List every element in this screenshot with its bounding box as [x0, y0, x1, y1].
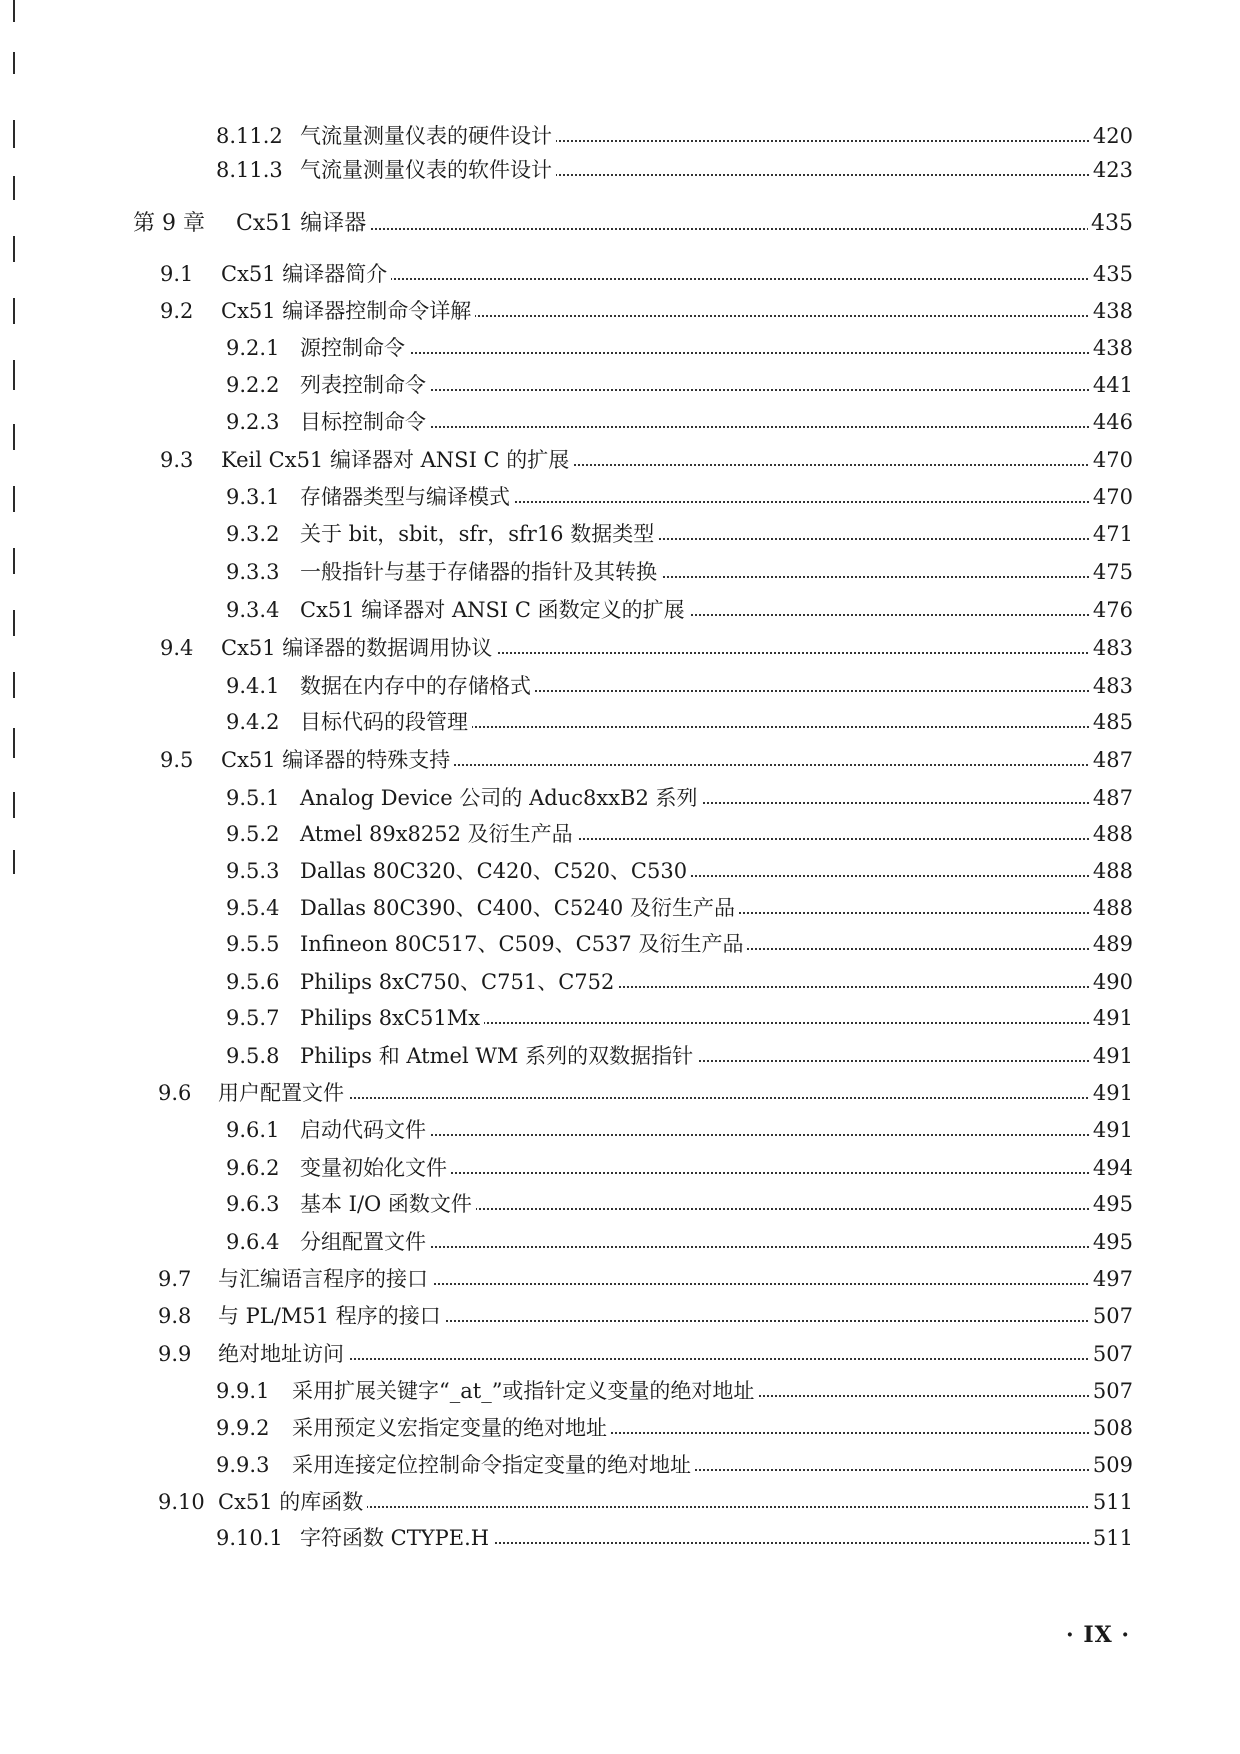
toc-entry-number: 9.8	[158, 1304, 192, 1328]
toc-entry-title: Cx51 编译器的数据调用协议	[221, 630, 496, 666]
toc-entry	[0, 1150, 1240, 1186]
toc-entry-number: 9.5.7	[226, 1006, 280, 1030]
toc-entry-page-number: 491	[1090, 1112, 1133, 1148]
toc-entry-page-number: 435	[1090, 256, 1133, 292]
toc-entry-title: Cx51 编译器控制命令详解	[221, 293, 475, 329]
toc-entry-number: 9.2	[160, 299, 194, 323]
toc-entry-page-number: 476	[1090, 592, 1133, 628]
toc-entry-number: 9.5.6	[226, 970, 280, 994]
toc-entry-number: 9.6.3	[226, 1192, 280, 1216]
toc-entry	[0, 330, 1240, 366]
binding-mark	[13, 52, 15, 74]
toc-entry-page-number: 475	[1090, 554, 1133, 590]
toc-entry	[0, 554, 1240, 590]
toc-entry	[0, 704, 1240, 740]
toc-entry-page-number: 494	[1090, 1150, 1133, 1186]
toc-entry-number: 9.5.5	[226, 932, 280, 956]
toc-entry	[0, 630, 1240, 666]
toc-entry-title: 气流量测量仪表的软件设计	[300, 152, 556, 188]
toc-entry	[0, 1186, 1240, 1222]
toc-entry-page-number: 488	[1090, 853, 1133, 889]
toc-entry	[0, 1410, 1240, 1446]
toc-entry	[0, 1373, 1240, 1409]
toc-entry-title: 绝对地址访问	[218, 1336, 348, 1372]
toc-entry	[0, 516, 1240, 552]
toc-entry-page-number: 483	[1090, 630, 1133, 666]
toc-entry-number: 8.11.3	[216, 158, 283, 182]
toc-entry-page-number: 488	[1090, 890, 1133, 926]
toc-entry-number: 9.5.1	[226, 786, 280, 810]
toc-entry-title: Philips 8xC750、C751、C752	[300, 964, 618, 1000]
toc-entry-page-number: 511	[1090, 1484, 1133, 1520]
toc-entry-title: 分组配置文件	[300, 1224, 430, 1260]
toc-entry-number: 9.2.2	[226, 373, 280, 397]
toc-entry	[0, 926, 1240, 962]
toc-entry	[0, 1261, 1240, 1297]
toc-entry-number: 9.4.1	[226, 674, 280, 698]
toc-entry	[0, 1112, 1240, 1148]
toc-entry-title: 一般指针与基于存储器的指针及其转换	[300, 554, 661, 590]
toc-entry	[0, 1075, 1240, 1111]
toc-entry-title: Analog Device 公司的 Aduc8xxB2 系列	[300, 780, 701, 816]
toc-entry-page-number: 470	[1090, 479, 1133, 515]
toc-entry-number: 9.6.4	[226, 1230, 280, 1254]
toc-entry	[0, 742, 1240, 778]
toc-entry-title: 目标控制命令	[300, 404, 430, 440]
toc-entry-page-number: 491	[1090, 1075, 1133, 1111]
toc-entry-page-number: 441	[1090, 367, 1133, 403]
toc-entry-number: 9.3	[160, 448, 194, 472]
toc-entry	[0, 118, 1240, 154]
toc-entry-page-number: 495	[1090, 1224, 1133, 1260]
toc-entry-number: 9.5.3	[226, 859, 280, 883]
toc-entry-number: 第 9 章	[133, 211, 205, 236]
toc-entry-page-number: 489	[1090, 926, 1133, 962]
toc-entry	[0, 1298, 1240, 1334]
toc-entry-number: 9.6.1	[226, 1118, 280, 1142]
toc-entry-title: 列表控制命令	[300, 367, 430, 403]
toc-entry	[0, 1038, 1240, 1074]
toc-entry-title: Cx51 的库函数	[218, 1484, 367, 1520]
toc-entry	[0, 442, 1240, 478]
toc-entry	[0, 1447, 1240, 1483]
toc-entry-number: 9.5.4	[226, 896, 280, 920]
toc-entry-page-number: 491	[1090, 1000, 1133, 1036]
toc-entry-number: 9.5.2	[226, 822, 280, 846]
toc-entry	[0, 668, 1240, 704]
toc-entry-number: 9.10.1	[216, 1526, 283, 1550]
toc-entry	[0, 404, 1240, 440]
toc-entry	[0, 1336, 1240, 1372]
toc-entry	[0, 367, 1240, 403]
toc-entry-page-number: 470	[1090, 442, 1133, 478]
toc-entry-title: Cx51 编译器的特殊支持	[221, 742, 454, 778]
toc-entry-number: 9.6.2	[226, 1156, 280, 1180]
toc-entry-title: 采用连接定位控制命令指定变量的绝对地址	[292, 1447, 695, 1483]
toc-entry	[0, 1484, 1240, 1520]
toc-entry-page-number: 423	[1090, 152, 1133, 188]
toc-entry	[0, 293, 1240, 329]
toc-entry-title: Cx51 编译器对 ANSI C 函数定义的扩展	[300, 592, 689, 628]
toc-entry-number: 9.6	[158, 1081, 192, 1105]
toc-chapter-entry	[0, 206, 1240, 242]
toc-entry-title: 与汇编语言程序的接口	[218, 1261, 432, 1297]
toc-entry-page-number: 488	[1090, 816, 1133, 852]
toc-entry-number: 9.7	[158, 1267, 192, 1291]
toc-entry-title: 采用扩展关键字“_at_”或指针定义变量的绝对地址	[292, 1373, 758, 1409]
toc-entry-page-number: 471	[1090, 516, 1133, 552]
toc-entry-title: 采用预定义宏指定变量的绝对地址	[292, 1410, 611, 1446]
toc-entry-page-number: 508	[1090, 1410, 1133, 1446]
toc-entry-page-number: 509	[1090, 1447, 1133, 1483]
toc-entry-page-number: 507	[1090, 1298, 1133, 1334]
toc-entry-number: 9.4	[160, 636, 194, 660]
toc-entry-page-number: 435	[1088, 206, 1133, 242]
toc-entry-page-number: 446	[1090, 404, 1133, 440]
toc-entry	[0, 964, 1240, 1000]
toc-dot-leader	[218, 1097, 1128, 1099]
toc-entry-number: 9.9.1	[216, 1379, 270, 1403]
toc-entry-page-number: 483	[1090, 668, 1133, 704]
toc-entry-page-number: 497	[1090, 1261, 1133, 1297]
toc-entry-page-number: 438	[1090, 293, 1133, 329]
toc-entry	[0, 853, 1240, 889]
toc-entry-page-number: 420	[1090, 118, 1133, 154]
toc-entry-number: 9.3.2	[226, 522, 280, 546]
toc-entry-title: 变量初始化文件	[300, 1150, 451, 1186]
toc-entry-title: 字符函数 CTYPE.H	[300, 1520, 493, 1556]
toc-entry-page-number: 490	[1090, 964, 1133, 1000]
toc-entry	[0, 780, 1240, 816]
toc-entry-title: Philips 和 Atmel WM 系列的双数据指针	[300, 1038, 697, 1074]
toc-entry-title: 基本 I/O 函数文件	[300, 1186, 476, 1222]
toc-entry-title: Dallas 80C320、C420、C520、C530	[300, 853, 691, 889]
toc-entry-title: 目标代码的段管理	[300, 704, 472, 740]
toc-entry	[0, 479, 1240, 515]
toc-entry-page-number: 487	[1090, 780, 1133, 816]
toc-entry	[0, 592, 1240, 628]
toc-entry-number: 9.9	[158, 1342, 192, 1366]
toc-entry-title: Dallas 80C390、C400、C5240 及衍生产品	[300, 890, 739, 926]
toc-entry-number: 9.3.3	[226, 560, 280, 584]
toc-entry-number: 8.11.2	[216, 124, 283, 148]
toc-entry-title: Atmel 89x8252 及衍生产品	[300, 816, 577, 852]
toc-entry-number: 9.3.4	[226, 598, 280, 622]
toc-entry-page-number: 485	[1090, 704, 1133, 740]
toc-entry-title: 关于 bit，sbit，sfr，sfr16 数据类型	[300, 516, 658, 552]
toc-entry	[0, 1520, 1240, 1556]
toc-dot-leader	[218, 1358, 1128, 1360]
toc-entry	[0, 1224, 1240, 1260]
toc-entry-page-number: 491	[1090, 1038, 1133, 1074]
toc-entry-title: 用户配置文件	[218, 1075, 348, 1111]
toc-entry-title: 数据在内存中的存储格式	[300, 668, 535, 704]
toc-entry-title: 与 PL/M51 程序的接口	[218, 1298, 445, 1334]
toc-entry-page-number: 495	[1090, 1186, 1133, 1222]
toc-entry	[0, 890, 1240, 926]
toc-entry-title: Philips 8xC51Mx	[300, 1000, 484, 1036]
toc-entry-page-number: 438	[1090, 330, 1133, 366]
page-number-footer: · IX ·	[1066, 1622, 1130, 1648]
toc-entry-page-number: 487	[1090, 742, 1133, 778]
toc-dot-leader	[300, 352, 1128, 354]
toc-entry-number: 9.9.2	[216, 1416, 270, 1440]
toc-entry-number: 9.2.3	[226, 410, 280, 434]
toc-entry	[0, 1000, 1240, 1036]
toc-entry-title: 源控制命令	[300, 330, 409, 366]
toc-entry-title: Infineon 80C517、C509、C537 及衍生产品	[300, 926, 747, 962]
binding-mark	[13, 0, 15, 22]
toc-entry	[0, 152, 1240, 188]
toc-entry-number: 9.10	[158, 1490, 205, 1514]
toc-entry-page-number: 507	[1090, 1336, 1133, 1372]
toc-entry-title: Cx51 编译器简介	[221, 256, 391, 292]
toc-entry-number: 9.4.2	[226, 710, 280, 734]
toc-entry-number: 9.3.1	[226, 485, 280, 509]
toc-entry-title: Keil Cx51 编译器对 ANSI C 的扩展	[221, 442, 573, 478]
toc-entry-number: 9.5.8	[226, 1044, 280, 1068]
toc-entry-title: 气流量测量仪表的硬件设计	[300, 118, 556, 154]
toc-entry-number: 9.5	[160, 748, 194, 772]
toc-entry-title: Cx51 编译器	[236, 206, 370, 242]
toc-entry-number: 9.1	[160, 262, 194, 286]
toc-entry-title: 存储器类型与编译模式	[300, 479, 514, 515]
toc-entry	[0, 816, 1240, 852]
toc-entry-page-number: 511	[1090, 1520, 1133, 1556]
toc-entry-page-number: 507	[1090, 1373, 1133, 1409]
toc-entry-number: 9.9.3	[216, 1453, 270, 1477]
toc-entry	[0, 256, 1240, 292]
toc-entry-title: 启动代码文件	[300, 1112, 430, 1148]
toc-entry-number: 9.2.1	[226, 336, 280, 360]
